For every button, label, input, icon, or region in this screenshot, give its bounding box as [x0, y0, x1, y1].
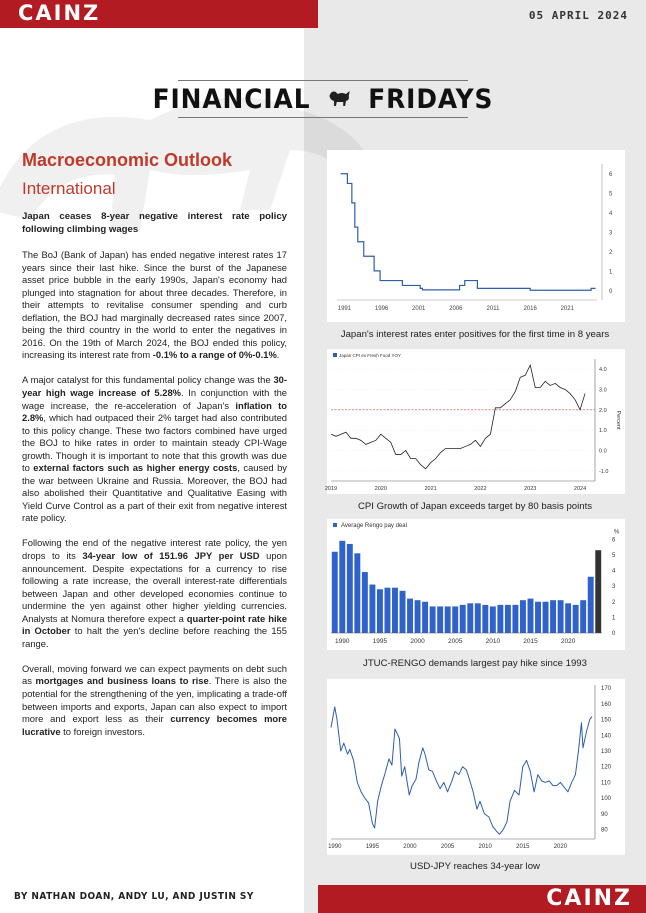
x-tick-label: 2020 — [560, 638, 576, 645]
paragraph: The BoJ (Bank of Japan) has ended negative interest rates 17 years since their last hike. Since the burst of the Japanese asset price bubble in the early 1990s, Japan's economy had plunged into stagnation for about three decades. Therefore, in their attempts to revitalise consumer spending and curb deflation, the BOJ had marginally decreased rates since 2007, being the third country in the world to enter the negatives in 2016. On the 19th of March 2024, the BOJ ended this policy, increasing its interest rate from -0.1% to a range of 0%-0.1%. — [22, 249, 287, 361]
top-brand-bar — [0, 0, 318, 28]
section-heading: Macroeconomic Outlook — [22, 150, 233, 170]
bar — [445, 606, 451, 633]
y-tick-label: 1.0 — [599, 428, 607, 435]
emphasis: external factors such as higher energy costs — [33, 462, 238, 474]
x-tick-label: 2023 — [524, 486, 537, 492]
x-tick-label: 2016 — [523, 306, 537, 312]
section-subheading: International — [22, 179, 116, 198]
x-tick-label: 2020 — [553, 844, 568, 850]
y-tick-label: 5 — [612, 552, 616, 559]
paragraph: Following the end of the negative interest rate policy, the yen drops to its 34-year low of 151.96 JPY per USD upon announcement. Despite expectations for a currency to rise following a rate increase, the overall interest-rate differentials between Japan and other developed economies continue to undermine the yen against other higher yielding currencies. Analysts at Nomura therefore expect a quarter-point rate hike in October to halt the yen's decline before reaching the 155 range. — [22, 537, 287, 649]
bar — [467, 603, 473, 633]
x-tick-label: 2015 — [523, 638, 538, 645]
y-tick-label: 170 — [601, 686, 612, 693]
bar — [512, 605, 518, 633]
masthead — [26, 84, 620, 115]
x-tick-label: 1995 — [372, 638, 388, 645]
masthead-right: FRIDAYS — [368, 84, 494, 115]
x-tick-label: 2005 — [447, 638, 463, 645]
usdjpy-chart-box — [327, 679, 625, 855]
emphasis: inflation to 2.8% — [22, 399, 287, 424]
x-tick-label: 2000 — [403, 844, 417, 850]
chart-caption: USD-JPY reaches 34-year low — [410, 861, 540, 872]
y-tick-label: 2 — [612, 599, 616, 606]
masthead-left: FINANCIAL — [152, 84, 311, 115]
y-tick-label: 120 — [601, 764, 612, 771]
bar — [407, 599, 413, 633]
x-tick-label: 1996 — [374, 306, 389, 312]
bottom-brand-bar — [318, 885, 646, 913]
bar — [332, 552, 338, 633]
emphasis: -0.1% to a range of 0%-0.1% — [152, 349, 277, 361]
bar — [475, 603, 481, 633]
y-tick-label: 150 — [601, 717, 612, 724]
x-tick-label: 2024 — [573, 486, 587, 492]
x-tick-label: 2006 — [449, 306, 463, 312]
interest-rate-chart-box — [327, 150, 625, 322]
x-tick-label: 2021 — [560, 306, 574, 312]
bar — [377, 589, 383, 633]
x-tick-label: 1990 — [335, 638, 350, 645]
emphasis: currency becomes more lucrative — [22, 713, 287, 737]
bar — [497, 605, 503, 633]
x-tick-label: 2022 — [474, 486, 487, 492]
bar — [362, 572, 368, 633]
y-tick-label: 0 — [609, 288, 613, 295]
legend-label: Japan CPI ex Fresh Food YOY — [339, 353, 401, 358]
bar — [369, 585, 375, 633]
bar — [384, 588, 390, 633]
x-tick-label: 2010 — [478, 844, 492, 850]
bar — [430, 606, 436, 633]
byline: BY NATHAN DOAN, ANDY LU, AND JUSTIN SY — [14, 891, 254, 902]
y-tick-label: 160 — [601, 701, 612, 708]
y-tick-label: 80 — [601, 827, 608, 834]
y-tick-label: 130 — [601, 749, 612, 755]
bar — [573, 605, 579, 633]
x-tick-label: 2021 — [424, 486, 437, 492]
masthead-rule-bottom — [178, 117, 468, 118]
usdjpy-chart — [327, 679, 625, 855]
bar — [347, 544, 353, 633]
y-tick-label: 140 — [601, 733, 612, 740]
y-tick-label: 0 — [612, 631, 616, 637]
bar — [482, 605, 488, 633]
chart-caption: CPI Growth of Japan exceeds target by 80 basis points — [357, 501, 593, 512]
bar — [452, 606, 458, 633]
bar — [565, 603, 571, 633]
y-axis-label: Percent — [615, 410, 621, 430]
y-tick-label: 90 — [601, 811, 608, 818]
interest-rate-chart — [327, 150, 625, 322]
bar — [550, 600, 556, 633]
emphasis: quarter-point rate hike in October — [22, 612, 287, 637]
x-tick-label: 2010 — [485, 638, 501, 645]
issue-date: 05 APRIL 2024 — [528, 9, 628, 22]
legend-swatch — [333, 353, 337, 357]
x-tick-label: 2020 — [374, 486, 387, 492]
y-tick-label: 100 — [601, 796, 612, 803]
bar — [392, 588, 398, 633]
y-unit-label: % — [614, 529, 620, 536]
y-tick-label: 3 — [612, 584, 616, 591]
bar — [490, 606, 496, 633]
bar — [339, 541, 345, 633]
bar — [535, 602, 541, 633]
y-tick-label: 110 — [601, 780, 611, 787]
y-tick-label: 6 — [609, 172, 613, 179]
bar — [437, 606, 443, 633]
y-tick-label: 6 — [612, 537, 616, 544]
x-tick-label: 2019 — [324, 486, 338, 492]
y-tick-label: 2 — [609, 249, 613, 256]
chart-caption: JTUC-RENGO demands largest pay hike since 1993 — [363, 658, 587, 669]
legend-swatch — [333, 523, 337, 527]
y-tick-label: 0.0 — [599, 448, 607, 455]
emphasis: mortgages and business loans to rise — [35, 675, 209, 687]
series-line — [331, 365, 585, 469]
bar — [422, 602, 428, 633]
brand-logo: CAINZ — [18, 1, 101, 25]
bar — [543, 602, 549, 633]
brand-logo: CAINZ — [546, 886, 632, 911]
x-tick-label: 1991 — [337, 306, 352, 312]
bar — [415, 600, 421, 633]
bar — [595, 550, 601, 633]
y-tick-label: 4 — [609, 211, 613, 218]
bar — [558, 600, 564, 633]
cpi-chart — [324, 349, 625, 494]
bar — [520, 600, 526, 633]
article-lede: Japan ceases 8-year negative interest rate policy following climbing wages — [22, 211, 287, 235]
rengo-pay-chart — [327, 519, 625, 650]
x-tick-label: 1990 — [328, 844, 342, 850]
x-tick-label: 2000 — [410, 638, 425, 645]
y-tick-label: 3.0 — [599, 387, 607, 394]
y-tick-label: 5 — [609, 191, 613, 198]
y-tick-label: 4.0 — [599, 367, 607, 374]
series-line — [331, 707, 592, 834]
y-tick-label: 1 — [609, 269, 613, 276]
y-tick-label: 2.0 — [599, 407, 607, 414]
article-body — [22, 249, 287, 751]
emphasis: 30-year high wage increase of 5.28% — [22, 374, 287, 398]
bar — [580, 600, 586, 633]
x-tick-label: 2005 — [440, 844, 455, 850]
y-tick-label: 4 — [612, 568, 616, 575]
x-tick-label: 1995 — [365, 844, 380, 850]
bar — [460, 605, 466, 633]
bar — [354, 553, 360, 633]
y-tick-label: -1.0 — [599, 468, 609, 475]
x-tick-label: 2011 — [486, 306, 500, 312]
legend-label: Average Rengo pay deal — [341, 523, 407, 529]
emphasis: 34-year low of 151.96 JPY per USD — [82, 550, 260, 562]
chart-caption: Japan's interest rates enter positives for the first time in 8 years — [340, 329, 610, 340]
rengo-chart-box — [327, 519, 625, 650]
paragraph: Overall, moving forward we can expect payments on debt such as mortgages and business loans to rise. There is also the potential for the strengthening of the yen, implicating a trade-off between imports and exports, Japan can also expect to import more and export less as their currency becomes more lucrative to foreign investors. — [22, 662, 287, 737]
bar — [528, 599, 534, 633]
bar — [588, 577, 594, 633]
bar — [400, 591, 406, 633]
y-tick-label: 3 — [609, 230, 613, 237]
bull-icon — [327, 88, 351, 108]
y-tick-label: 1 — [612, 615, 616, 622]
x-tick-label: 2001 — [412, 306, 426, 312]
cpi-chart-box — [324, 349, 625, 494]
masthead-rule-top — [178, 80, 468, 81]
series-line — [341, 174, 596, 291]
bar — [505, 605, 511, 633]
paragraph: A major catalyst for this fundamental policy change was the 30-year high wage increase of 5.28%. In conjunction with the wage increase, the re-acceleration of Japan's inflation to 2.8%, which had outpaced their 2% target had also contributed to this policy change. These two factors combined have urged the BOJ to hike rates in order to maintain steady CPI-Wage growth. Though it is important to note that this growth was due to external factors such as higher energy costs, caused by the war between Ukraine and Russia. Moreover, the BOJ had also abolished their Quantitative and Qualitative Easing with Yield Curve Control as a part of their exit from negative interest rate policy. — [22, 374, 287, 524]
x-tick-label: 2015 — [516, 844, 530, 850]
